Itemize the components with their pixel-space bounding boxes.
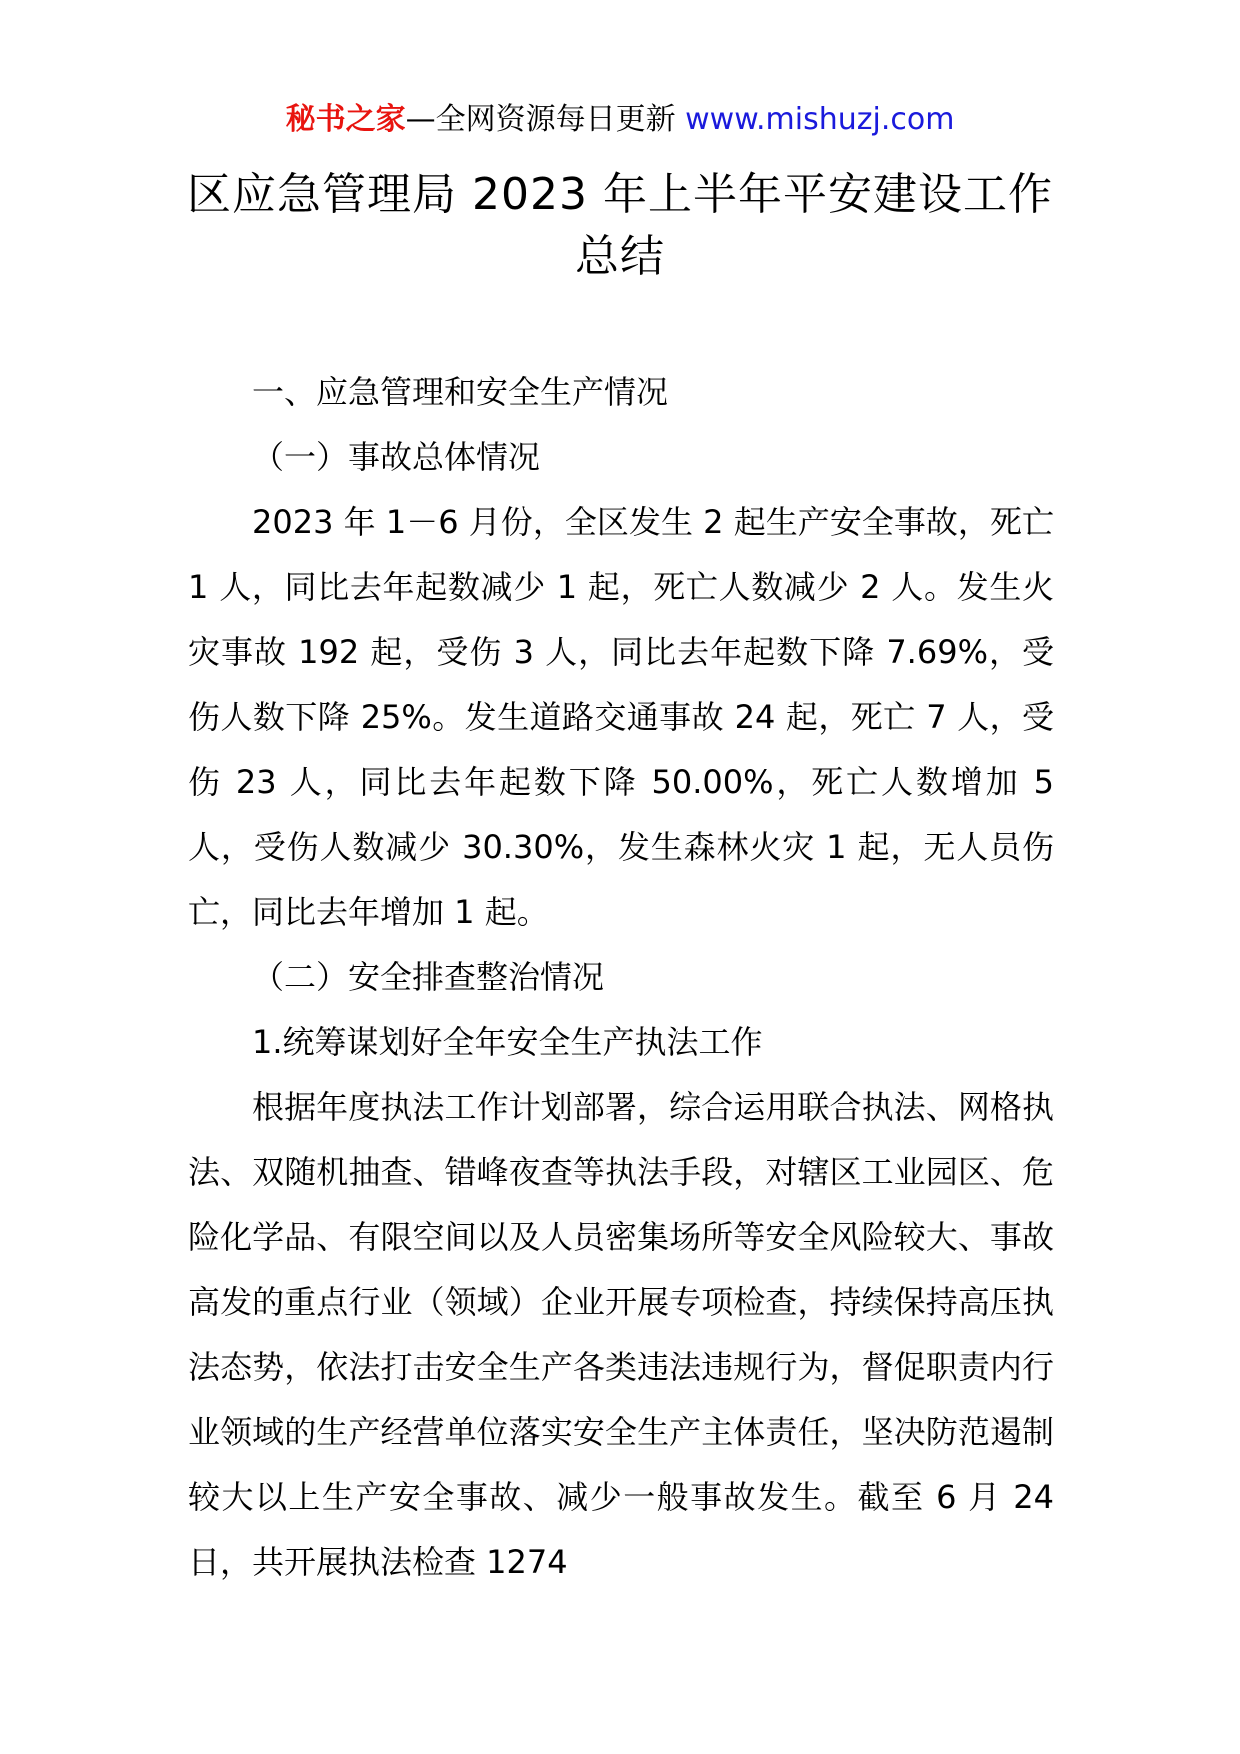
subsection-heading-accidents: （一）事故总体情况 bbox=[252, 438, 541, 476]
subsection-heading-inspection: （二）安全排查整治情况 bbox=[252, 958, 605, 996]
document-title bbox=[0, 164, 1240, 288]
site-banner bbox=[0, 100, 1240, 140]
section-heading: 一、应急管理和安全生产情况 bbox=[252, 373, 669, 411]
paragraph-enforcement: 根据年度执法工作计划部署，综合运用联合执法、网格执法、双随机抽查、错峰夜查等执法手段，对辖区工业园区、危险化学品、有限空间以及人员密集场所等安全风险较大、事故高发的重点行业（领域）企业开展专项检查，持续保持高压执法态势，依法打击安全生产各类违法违规行为，督促职责内行业领域的生产经营单位落实安全生产主体责任，坚决防范遏制较大以上生产安全事故、减少一般事故发生。截至 6 月 24 日，共开展执法检查 1274 bbox=[188, 1088, 1054, 1581]
document-body bbox=[188, 360, 1054, 1595]
title-line-2: 总结 bbox=[575, 231, 665, 282]
site-url-link[interactable]: www.mishuzj.com bbox=[685, 102, 955, 137]
paragraph-accident-stats: 2023 年 1－6 月份，全区发生 2 起生产安全事故，死亡 1 人，同比去年起数减少 1 起，死亡人数减少 2 人。发生火灾事故 192 起，受伤 3 人，同比去年起数下降 7.69%，受伤人数下降 25%。发生道路交通事故 24 起，死亡 7 人，受伤 23 人，同比去年起数下降 50.00%，死亡人数增加 5 人，受伤人数减少 30.30%，发生森林火灾 1 起，无人员伤亡，同比去年增加 1 起。 bbox=[188, 503, 1054, 931]
title-line-1: 区应急管理局 2023 年上半年平安建设工作 bbox=[187, 169, 1053, 220]
brand-name: 秘书之家 bbox=[285, 102, 406, 137]
list-item-heading: 1.统筹谋划好全年安全生产执法工作 bbox=[252, 1023, 763, 1061]
brand-tagline: —全网资源每日更新 bbox=[405, 102, 686, 137]
